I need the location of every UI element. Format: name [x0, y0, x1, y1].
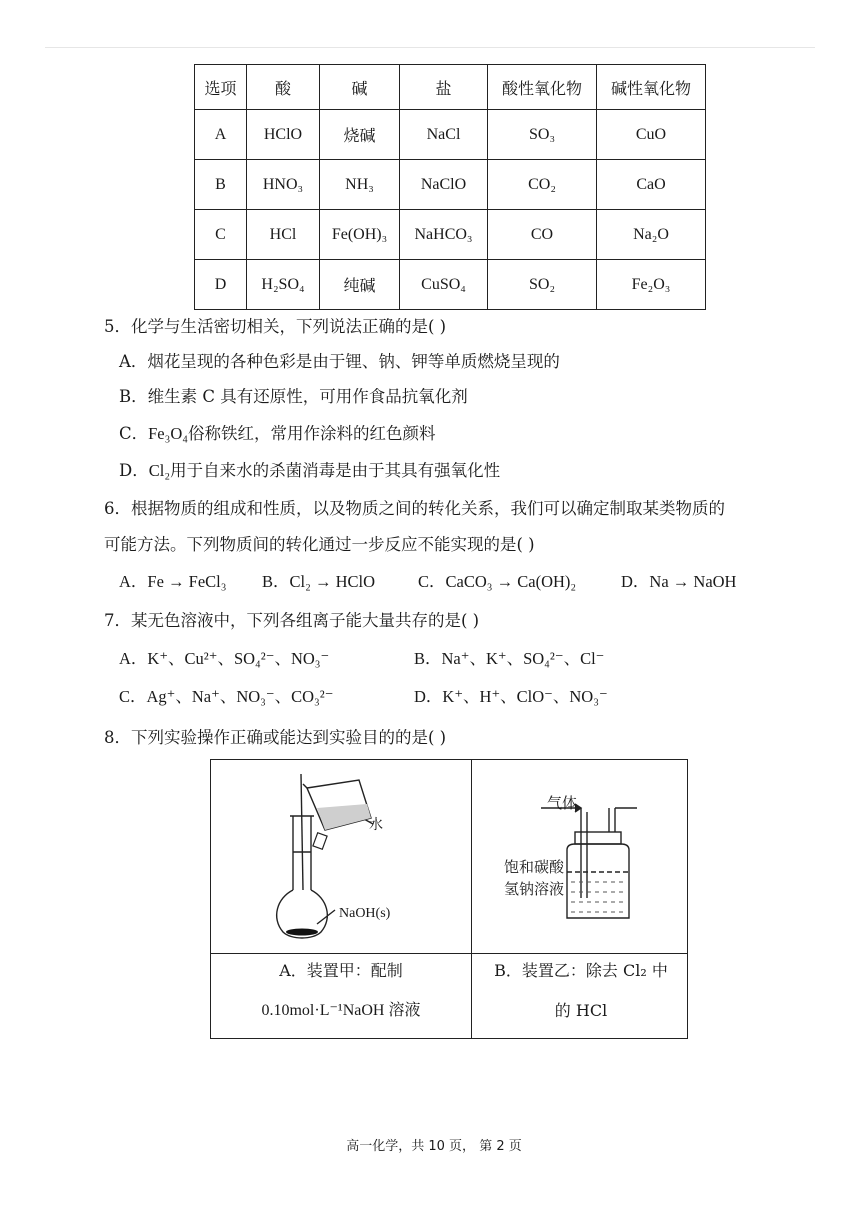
question-5-stem: 5．化学与生活密切相关，下列说法正确的是( ): [104, 317, 447, 336]
table-header-row: [195, 65, 706, 110]
question-6-stem-line-2: 可能方法。下列物质间的转化通过一步反应不能实现的是( ): [104, 535, 535, 554]
question-5-option-c: [119, 423, 436, 445]
option-text: 俗称铁红，常用作涂料的红色颜料: [188, 424, 436, 443]
caption-b-line-1: B．装置乙：除去 Cl₂ 中: [494, 961, 668, 980]
question-7-option-b: B．Na⁺、K⁺、SO₄²⁻、Cl⁻: [414, 649, 605, 668]
label-solution-line-1: 饱和碳酸: [504, 858, 565, 876]
table-header: 碱: [320, 65, 400, 110]
table-header: 酸性氧化物: [488, 65, 597, 110]
chemical-formula: Fe₃O₄: [148, 424, 189, 443]
table-cell: D: [195, 260, 247, 310]
question-6-option-b: B．Cl₂ → HClO: [262, 572, 376, 591]
experiment-figure-grid: [210, 759, 688, 1039]
question-6-option-d: D．Na → NaOH: [621, 572, 737, 591]
question-5-option-b: B．维生素 C 具有还原性，可用作食品抗氧化剂: [119, 387, 468, 406]
question-7-option-a: A．K⁺、Cu²⁺、SO₄²⁻、NO₃⁻: [119, 649, 330, 668]
table-cell: SO₃: [488, 110, 597, 160]
table-row: [195, 260, 706, 310]
table-cell: CaO: [597, 160, 706, 210]
question-5-option-d: [119, 460, 500, 482]
question-6-option-a: A．Fe → FeCl₃: [119, 572, 227, 591]
table-cell: NH₃: [320, 160, 400, 210]
table-cell: Fe(OH)₃: [320, 210, 400, 260]
table-cell: A: [195, 110, 247, 160]
table-cell: HNO₃: [247, 160, 320, 210]
table-cell: HClO: [247, 110, 320, 160]
label-water: 水: [369, 817, 383, 833]
caption-a-line-1: A．装置甲：配制: [279, 961, 403, 980]
table-row: [195, 110, 706, 160]
table-cell: CO: [488, 210, 597, 260]
table-cell: B: [195, 160, 247, 210]
caption-b-line-2: 的 HCl: [554, 1001, 608, 1020]
table-cell: H₂SO₄: [247, 260, 320, 310]
label-solution-line-2: 氢钠溶液: [504, 880, 565, 898]
table-cell: NaClO: [400, 160, 488, 210]
chemical-formula: Cl₂: [148, 461, 171, 480]
caption-a-line-2: 0.10mol·L⁻¹NaOH 溶液: [261, 1002, 421, 1019]
question-7-option-c: C．Ag⁺、Na⁺、NO₃⁻、CO₃²⁻: [119, 687, 334, 706]
option-label: C．: [119, 424, 149, 443]
table-cell: CO₂: [488, 160, 597, 210]
table-cell: Na₂O: [597, 210, 706, 260]
table-header: 碱性氧化物: [597, 65, 706, 110]
table-cell: CuO: [597, 110, 706, 160]
table-cell: SO₂: [488, 260, 597, 310]
grid-divider: [211, 953, 687, 954]
table-header: 盐: [400, 65, 488, 110]
table-cell: 纯碱: [320, 260, 400, 310]
table-header: 酸: [247, 65, 320, 110]
page-footer: 高一化学，共 10 页， 第 2 页: [346, 1139, 522, 1154]
table-header: 选项: [195, 65, 247, 110]
question-7-stem: 7．某无色溶液中，下列各组离子能大量共存的是( ): [104, 611, 480, 630]
option-text: 用于自来水的杀菌消毒是由于其具有强氧化性: [170, 461, 501, 480]
grid-divider: [471, 760, 472, 1038]
question-5-option-a: A．烟花呈现的各种色彩是由于锂、钠、钾等单质燃烧呈现的: [119, 352, 560, 371]
label-naoh-solid: NaOH(s): [339, 906, 391, 921]
table-row: [195, 160, 706, 210]
table-cell: NaHCO₃: [400, 210, 488, 260]
option-label: D．: [119, 461, 149, 480]
top-rule: [45, 47, 815, 48]
question-6-stem-line-1: 6．根据物质的组成和性质，以及物质之间的转化关系，我们可以确定制取某类物质的: [104, 499, 725, 518]
table-cell: NaCl: [400, 110, 488, 160]
table-cell: HCl: [247, 210, 320, 260]
question-7-option-d: D．K⁺、H⁺、ClO⁻、NO₃⁻: [414, 687, 608, 706]
label-gas: 气体: [547, 794, 578, 812]
table-cell: 烧碱: [320, 110, 400, 160]
classification-table: [194, 64, 706, 310]
table-row: [195, 210, 706, 260]
question-6-option-c: C．CaCO₃ → Ca(OH)₂: [418, 572, 577, 591]
question-8-stem: 8．下列实验操作正确或能达到实验目的的是( ): [104, 728, 447, 747]
table-cell: CuSO₄: [400, 260, 488, 310]
table-cell: C: [195, 210, 247, 260]
table-cell: Fe₂O₃: [597, 260, 706, 310]
